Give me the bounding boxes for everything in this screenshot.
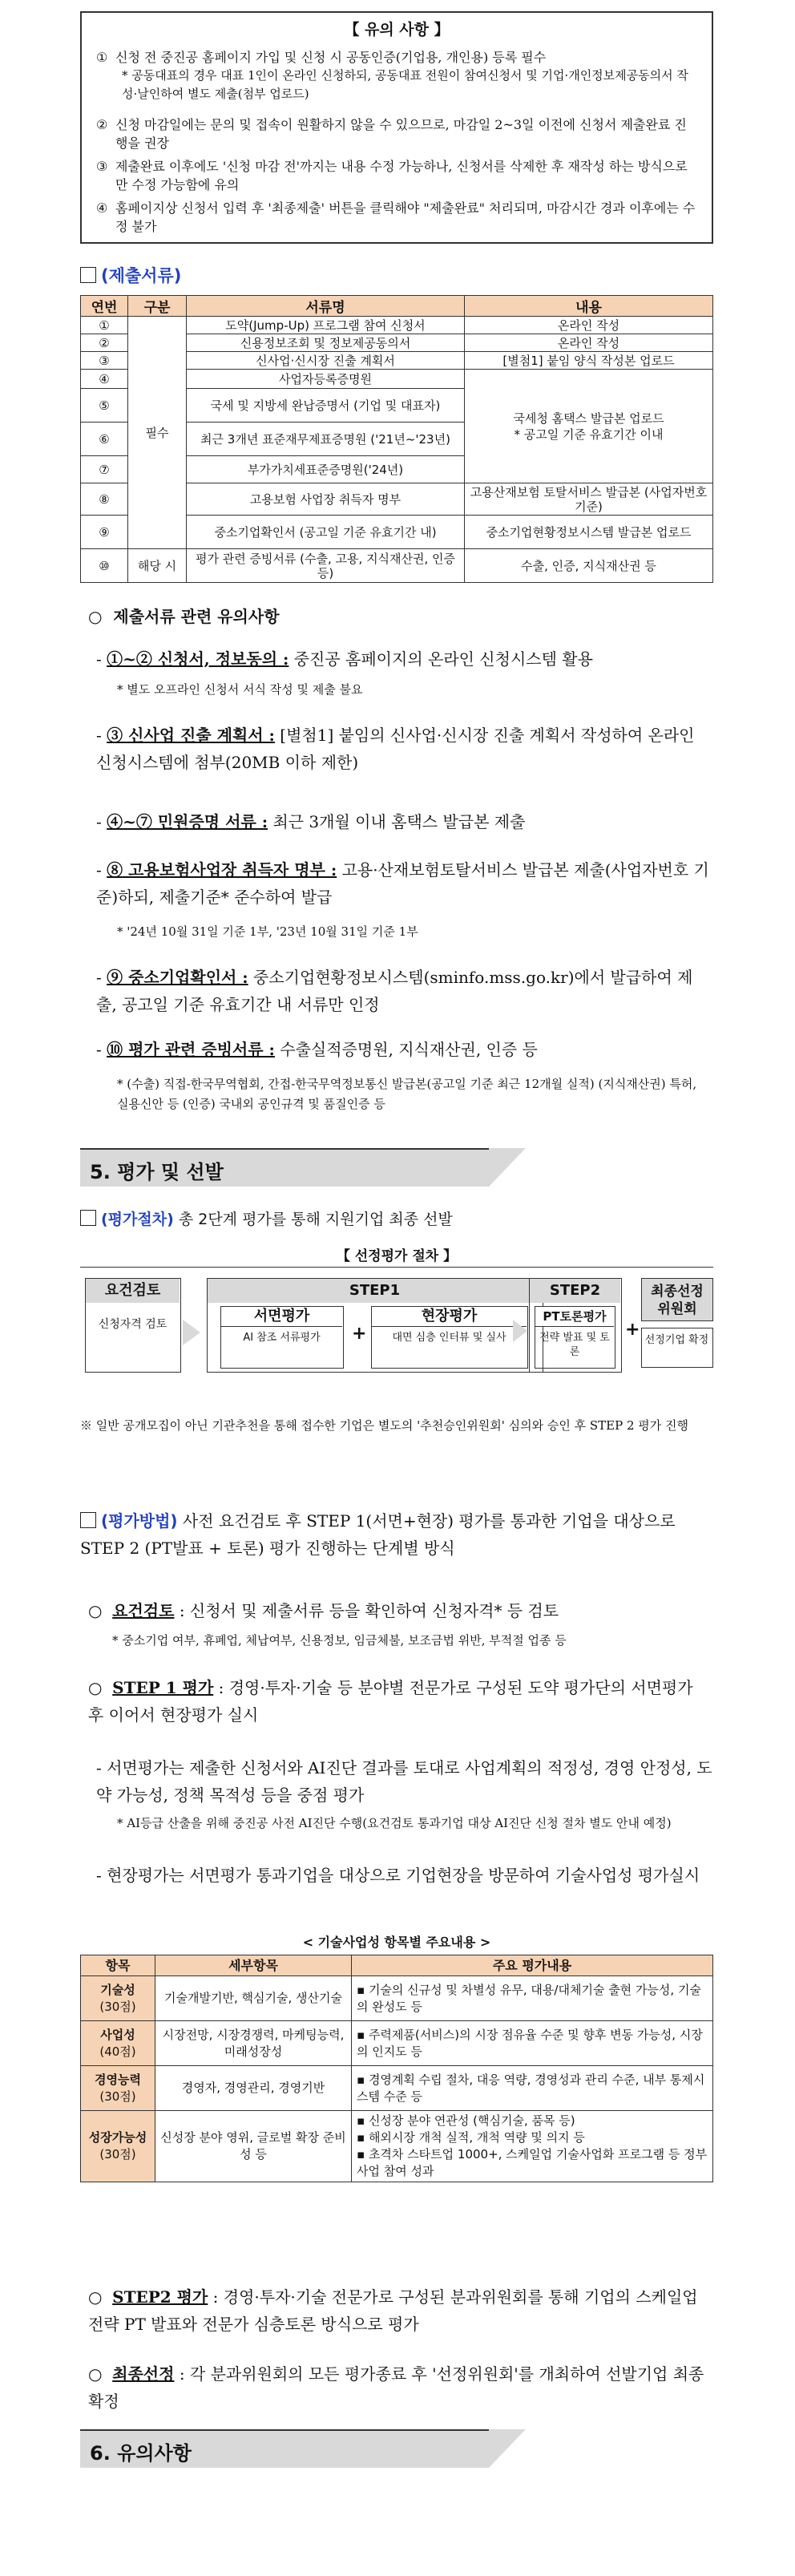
final-select: ○ 최종선정 : 각 분과위원회의 모든 평가종료 후 '선정위원회'를 개최하여 선발기업 최종 확정: [88, 2364, 704, 2411]
stage-step1: STEP1 서면평가 AI 참조 서류평가 + 현장평가 대면 심층 인터뷰 및 실사: [207, 1278, 543, 1373]
circle-bullet-icon: ○: [88, 2364, 103, 2384]
table-row: ① 필수 도약(Jump-Up) 프로그램 참여 신청서 온라인 작성: [81, 317, 713, 334]
plus-icon: +: [625, 1320, 640, 1340]
doc-note-item: - ⑧ 고용보험사업장 취득자 명부 : 고용·산재보험토탈서비스 발급본 제출(사업자번호 기준)하되, 제출기준* 준수하여 발급: [96, 860, 709, 907]
diagram-title: 【 선정평가 절차 】: [336, 1248, 458, 1264]
eval-method: (평가방법) 사전 요건검토 후 STEP 1(서면+현장) 평가를 통과한 기업을 대상으로 STEP 2 (PT발표 + 토론) 평가 진행하는 단계별 방식: [80, 1511, 676, 1558]
table-row: ④ 사업자등록증명원 국세청 홈택스 발급본 업로드 * 공고일 기준 유효기간 이내: [81, 370, 713, 389]
doc-note-item: - ③ 신사업 진출 계획서 : [별첨1] 붙임의 신사업·신시장 진출 계획서 작성하여 온라인 신청시스템에 첨부(20MB 이하 제한): [96, 726, 695, 772]
eval-procedure: (평가절차) 총 2단계 평가를 통해 지원기업 최종 선발: [80, 1206, 713, 1233]
section-6-heading: 6. 유의사항: [80, 2429, 489, 2468]
step2-eval: ○ STEP2 평가 : 경영·투자·기술 전문가로 구성된 분과위원회를 통해 기업의 스케일업 전략 PT 발표와 전문가 심층토론 방식으로 평가: [88, 2287, 698, 2334]
arrow-right-icon: [513, 1320, 527, 1342]
table-row: 경영능력 (30점) 경영자, 경영관리, 경영기반 ▪ 경영계획 수립 절차, 대응 역량, 경영성과 관리 수준, 내부 통제시스템 수준 등: [81, 2066, 713, 2111]
section-5-heading: 5. 평가 및 선발: [80, 1148, 489, 1187]
submit-docs-table: 연번 구분 서류명 내용 ① 필수 도약(Jump-Up) 프로그램 참여 신청서 온라인 작성 ② 신용정보조회 및 정보제공동의서 온라인 작성 ③ 신사업·신시장 진출 계획서 [별첨1] 붙임 양식 작성본 업로드 ④ 사업자등록증명원 국세청 홈택스 발급본 업로드 * 공고일 기준 유효기간 이내 ⑤ 국세 및 지방세 완납증명서 (기업 및 대표자) ⑥ 최근 3개년 표준재무제표증명원 ('21년~'23년) ⑦ 부가가치세표준증명원('24년) ⑧ 고용보험 사업장 취득자 명부 고용산재보험 토탈서비스 발급본 (사업자번호 기준) ⑨ 중소기업확인서 (공고일 기준 유효기간 내) 중소기업현황정보시스템 발급본 업로드 ⑩ 해당 시 평가 관련 증빙서류 (수출, 고용, 지식재산권, 인증 등) 수출, 인증, 지식재산권 등: [80, 295, 713, 583]
doc-notes-heading: ○ 제출서류 관련 유의사항: [88, 607, 280, 626]
table-row: ③ 신사업·신시장 진출 계획서 [별첨1] 붙임 양식 작성본 업로드: [81, 352, 713, 370]
site-eval-desc: - 현장평가는 서면평가 통과기업을 대상으로 기업현장을 방문하여 기술사업성 평가실시: [96, 1866, 700, 1885]
tech-table-title: < 기술사업성 항목별 주요내용 >: [302, 1935, 491, 1950]
circle-bullet-icon: ○: [88, 1678, 103, 1697]
notice-item: ③ 제출완료 이후에도 '신청 마감 전'까지는 내용 수정 가능하나, 신청서를 삭제한 후 재작성 하는 방식으로만 수정 가능함에 유의: [96, 159, 688, 192]
circle-bullet-icon: ○: [88, 1601, 103, 1620]
table-row: ② 신용정보조회 및 정보제공동의서 온라인 작성: [81, 334, 713, 352]
req-note: * 중소기업 여부, 휴폐업, 체납여부, 신용정보, 임금체불, 보조금법 위반, 부적절 업종 등: [112, 1633, 567, 1648]
table-row: ⑨ 중소기업확인서 (공고일 기준 유효기간 내) 중소기업현황정보시스템 발급본 업로드: [81, 516, 713, 549]
notice-title: 【 유의 사항 】: [344, 21, 450, 38]
doc-eval-note: * AI등급 산출을 위해 중진공 사전 AI진단 수행(요건검토 통과기업 대상 AI진단 신청 절차 별도 안내 예정): [117, 1816, 672, 1830]
req-review: ○ 요건검토 : 신청서 및 제출서류 등을 확인하여 신청자격* 등 검토: [88, 1601, 559, 1620]
stage-doc-eval: 서면평가 AI 참조 서류평가: [220, 1306, 344, 1369]
stage-final: 최종선정 위원회 선정기업 확정: [641, 1278, 713, 1373]
tech-eval-table: 항목 세부항목 주요 평가내용 기술성 (30점) 기술개발기반, 핵심기술, 생산기술 ▪ 기술의 신규성 및 차별성 유무, 대용/대체기술 출현 가능성, 기술의 완성도 등 사업성 (40점) 시장전망, 시장경쟁력, 마케팅능력, 미래성장성 ▪ 주력제품(서비스)의 시장 점유율 수준 및 향후 변동 가능성, 시장의 인지도 등 경영능력 (30점) 경영자, 경영관리, 경영기반 ▪ 경영계획 수립 절차, 대응 역량, 경영성과 관리 수준, 내부 통제시스템 수준 등 성장가능성 (30점) 신성장 분야 영위, 글로벌 확장 준비성 등 ▪ 신성장 분야 연관성 (핵심기술, 품목 등) ▪ 해외시장 개척 실적, 개척 역량 및 의지 등 ▪ 초격차 스타트업 1000+, 스케일업 기술사업화 프로그램 등 정부사업 참여 성과: [80, 1955, 713, 2182]
submit-docs-heading: (제출서류): [80, 265, 181, 287]
table-row: ⑤ 국세 및 지방세 완납증명서 (기업 및 대표자): [81, 389, 713, 423]
stage-review: 요건검토 신청자격 검토: [85, 1278, 181, 1373]
checkbox-square-icon: [80, 1512, 96, 1528]
table-row: ⑧ 고용보험 사업장 취득자 명부 고용산재보험 토탈서비스 발급본 (사업자번호 기준): [81, 483, 713, 516]
stage-step2: STEP2 PT토론평가 전략 발표 및 토론: [529, 1278, 622, 1373]
table-row: ⑩ 해당 시 평가 관련 증빙서류 (수출, 고용, 지식재산권, 인증 등) 수출, 인증, 지식재산권 등: [81, 549, 713, 583]
arrow-right-icon: [183, 1320, 200, 1345]
diagram-note: ※ 일반 공개모집이 아닌 기관추천을 통해 접수한 기업은 별도의 '추천승인위원회' 심의와 승인 후 STEP 2 평가 진행: [80, 1418, 688, 1433]
notice-box: [80, 11, 713, 244]
circle-bullet-icon: ○: [88, 607, 103, 626]
notice-item: ④ 홈페이지상 신청서 입력 후 '최종제출' 버튼을 클릭해야 "제출완료" 처리되며, 마감시간 경과 이후에는 수정 불가: [96, 200, 696, 234]
circle-bullet-icon: ○: [88, 2287, 103, 2307]
doc-note-item: - ⑩ 평가 관련 증빙서류 : 수출실적증명원, 지식재산권, 인증 등: [96, 1040, 538, 1059]
notice-item: * 공동대표의 경우 대표 1인이 온라인 신청하되, 공동대표 전원이 참여신청서 및 기업·개인정보제공동의서 작성·날인하여 별도 제출(첨부 업로드): [122, 68, 688, 101]
stage-pt-eval: PT토론평가 전략 발표 및 토론: [535, 1306, 615, 1369]
checkbox-square-icon: [80, 267, 96, 283]
notice-item: ② 신청 마감일에는 문의 및 접속이 원활하지 않을 수 있으므로, 마감일 2~3일 이전에 신청서 제출완료 진행을 권장: [96, 117, 687, 151]
table-row: 성장가능성 (30점) 신성장 분야 영위, 글로벌 확장 준비성 등 ▪ 신성장 분야 연관성 (핵심기술, 품목 등) ▪ 해외시장 개척 실적, 개척 역량 및 의지 등 ▪ 초격차 스타트업 1000+, 스케일업 기술사업화 프로그램 등 정부사업 참여 성과: [81, 2111, 713, 2182]
doc-note-sub: * (수출) 직접-한국무역협회, 간접-한국무역정보통신 발급본(공고일 기준 최근 12개월 실적) (지식재산권) 특허, 실용신안 등 (인증) 국내외 공인규격 및 품질인증 등: [117, 1077, 697, 1111]
table-row: ⑥ 최근 3개년 표준재무제표증명원 ('21년~'23년): [81, 423, 713, 456]
doc-note-sub: * 별도 오프라인 신청서 서식 작성 및 제출 불요: [117, 682, 363, 697]
table-row: ⑦ 부가가치세표준증명원('24년): [81, 456, 713, 483]
table-row: 사업성 (40점) 시장전망, 시장경쟁력, 마케팅능력, 미래성장성 ▪ 주력제품(서비스)의 시장 점유율 수준 및 향후 변동 가능성, 시장의 인지도 등: [81, 2021, 713, 2066]
doc-eval-desc: - 서면평가는 제출한 신청서와 AI진단 결과를 토대로 사업계획의 적정성, 경영 안정성, 도약 가능성, 정책 목적성 등을 중점 평가: [96, 1758, 712, 1805]
doc-note-sub: * '24년 10월 31일 기준 1부, '23년 10월 31일 기준 1부: [117, 924, 418, 939]
notice-item: ① 신청 전 중진공 홈페이지 가입 및 신청 시 공동인증(기업용, 개인용) 등록 필수: [96, 50, 547, 65]
doc-note-item: - ④~⑦ 민원증명 서류 : 최근 3개월 이내 홈택스 발급본 제출: [96, 812, 526, 831]
stage-site-eval: 현장평가 대면 심층 인터뷰 및 실사: [371, 1306, 528, 1369]
table-row: 기술성 (30점) 기술개발기반, 핵심기술, 생산기술 ▪ 기술의 신규성 및 차별성 유무, 대용/대체기술 출현 가능성, 기술의 완성도 등: [81, 1976, 713, 2021]
step1-eval: ○ STEP 1 평가 : 경영·투자·기술 등 분야별 전문가로 구성된 도약 평가단의 서면평가 후 이어서 현장평가 실시: [88, 1678, 693, 1725]
doc-note-item: - ①~② 신청서, 정보동의 : 중진공 홈페이지의 온라인 신청시스템 활용: [96, 649, 593, 669]
checkbox-square-icon: [80, 1210, 96, 1226]
doc-note-item: - ⑨ 중소기업확인서 : 중소기업현황정보시스템(sminfo.mss.go.kr)에서 발급하여 제출, 공고일 기준 유효기간 내 서류만 인정: [96, 968, 693, 1014]
plus-icon: +: [352, 1324, 367, 1344]
